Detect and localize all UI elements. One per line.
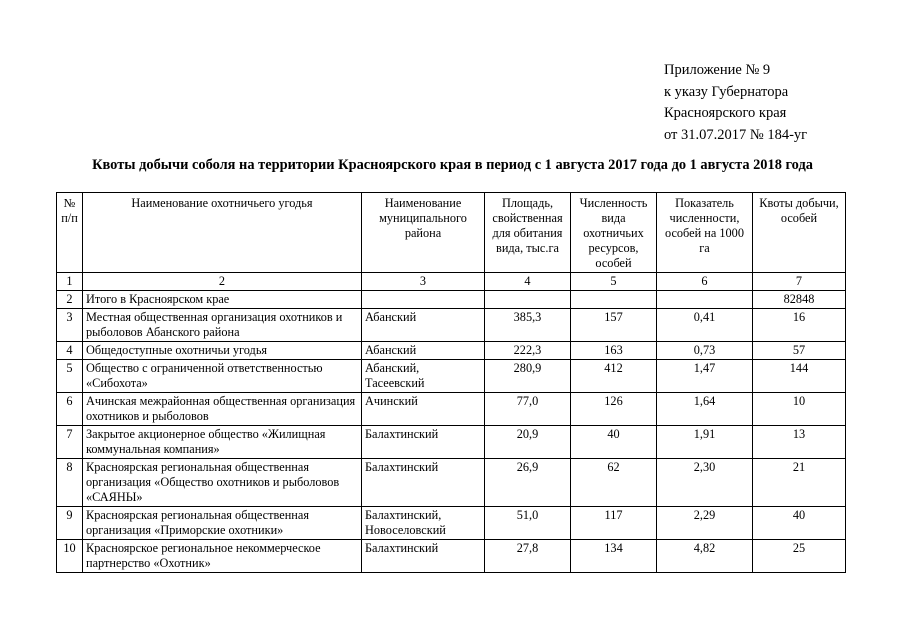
row-number: 10 [57,540,83,573]
habitat-area: 222,3 [485,342,571,360]
habitat-area: 27,8 [485,540,571,573]
hunting-ground-name: Общедоступные охотничьи угодья [83,342,362,360]
habitat-area [485,291,571,309]
population-count [571,291,657,309]
row-number: 5 [57,360,83,393]
row-number: 6 [57,393,83,426]
appendix-line: к указу Губернатора [664,83,789,100]
table-row [57,459,846,507]
population-count: 412 [571,360,657,393]
municipal-district: Абанский [362,309,485,342]
column-header-quota: Квоты добычи, особей [753,193,846,273]
population-count: 117 [571,507,657,540]
column-number-row [57,273,846,291]
column-number: 1 [57,273,83,291]
population-density: 0,73 [657,342,753,360]
hunting-ground-name: Красноярское региональное некоммерческое партнерство «Охотник» [83,540,362,573]
population-count: 40 [571,426,657,459]
table-row [57,540,846,573]
harvest-quota: 16 [753,309,846,342]
hunting-ground-name: Ачинская межрайонная общественная организация охотников и рыболовов [83,393,362,426]
column-header-count: Численность вида охотничьих ресурсов, особей [571,193,657,273]
population-count: 126 [571,393,657,426]
column-header-rayon: Наименование муниципального района [362,193,485,273]
hunting-ground-name: Закрытое акционерное общество «Жилищная коммунальная компания» [83,426,362,459]
hunting-ground-name: Итого в Красноярском крае [83,291,362,309]
municipal-district: Абанский, Тасеевский [362,360,485,393]
table-header-row [57,193,846,273]
table-row [57,426,846,459]
hunting-ground-name: Красноярская региональная общественная организация «Общество охотников и рыболовов «САЯНЫ» [83,459,362,507]
row-number: 7 [57,426,83,459]
habitat-area: 26,9 [485,459,571,507]
population-count: 157 [571,309,657,342]
population-density: 2,30 [657,459,753,507]
table-row [57,309,846,342]
table-row [57,507,846,540]
table-row [57,393,846,426]
habitat-area: 77,0 [485,393,571,426]
hunting-ground-name: Красноярская региональная общественная организация «Приморские охотники» [83,507,362,540]
column-number: 4 [485,273,571,291]
municipal-district: Балахтинский [362,426,485,459]
habitat-area: 280,9 [485,360,571,393]
column-number: 5 [571,273,657,291]
population-density: 1,91 [657,426,753,459]
municipal-district: Балахтинский [362,540,485,573]
habitat-area: 385,3 [485,309,571,342]
row-number: 3 [57,309,83,342]
habitat-area: 20,9 [485,426,571,459]
harvest-quota: 10 [753,393,846,426]
population-density: 0,41 [657,309,753,342]
harvest-quota: 25 [753,540,846,573]
row-number: 4 [57,342,83,360]
column-number: 3 [362,273,485,291]
harvest-quota: 144 [753,360,846,393]
appendix-line: Красноярского края [664,105,787,121]
column-number: 6 [657,273,753,291]
harvest-quota: 57 [753,342,846,360]
municipal-district [362,291,485,309]
municipal-district: Балахтинский [362,459,485,507]
harvest-quota: 13 [753,426,846,459]
row-number: 9 [57,507,83,540]
population-density: 1,64 [657,393,753,426]
row-number: 8 [57,459,83,507]
table-row [57,360,846,393]
column-header-name: Наименование охотничьего угодья [83,193,362,273]
municipal-district: Ачинский [362,393,485,426]
quota-table [56,192,846,573]
appendix-line: Приложение № 9 [664,62,771,78]
population-count: 134 [571,540,657,573]
population-density: 4,82 [657,540,753,573]
appendix-line: от 31.07.2017 № 184-уг [664,126,808,143]
column-header-area: Площадь, свойственная для обитания вида, тыс.га [485,193,571,273]
population-count: 62 [571,459,657,507]
population-density: 1,47 [657,360,753,393]
row-number: 2 [57,291,83,309]
habitat-area: 51,0 [485,507,571,540]
population-density [657,291,753,309]
municipal-district: Абанский [362,342,485,360]
population-count: 163 [571,342,657,360]
harvest-quota: 82848 [753,291,846,309]
table-row [57,342,846,360]
harvest-quota: 21 [753,459,846,507]
municipal-district: Балахтинский, Новоселовский [362,507,485,540]
population-density: 2,29 [657,507,753,540]
harvest-quota: 40 [753,507,846,540]
column-number: 2 [83,273,362,291]
column-header-density: Показатель численности, особей на 1000 га [657,193,753,273]
column-header-number: № п/п [57,193,83,273]
hunting-ground-name: Местная общественная организация охотников и рыболовов Абанского района [83,309,362,342]
hunting-ground-name: Общество с ограниченной ответственностью «Сибохота» [83,360,362,393]
document-title: Квоты добычи соболя на территории Красноярского края в период с 1 августа 2017 года до 1 августа 2018 года [92,157,813,173]
appendix-block [664,60,807,146]
column-number: 7 [753,273,846,291]
table-row [57,291,846,309]
